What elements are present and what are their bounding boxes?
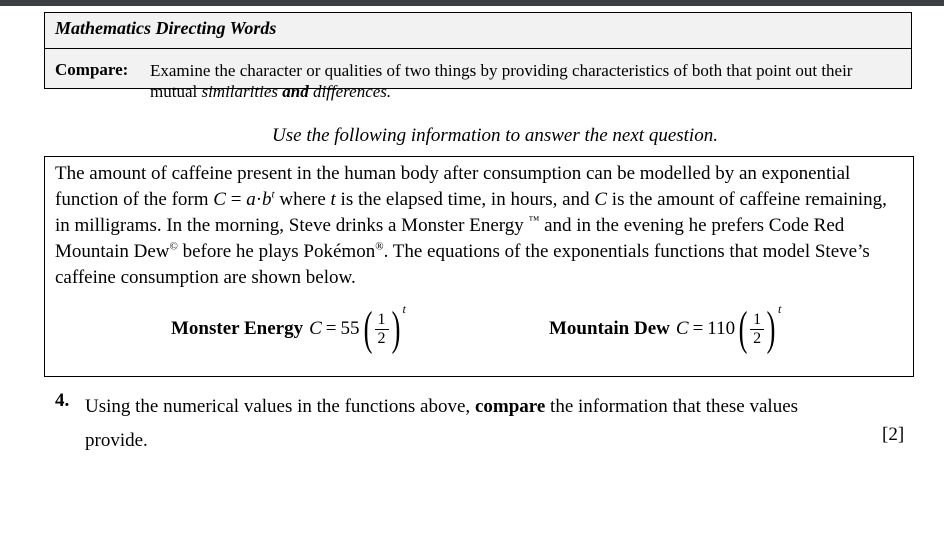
- formula-exponent-t: t: [271, 188, 275, 201]
- registered-symbol: ®: [375, 240, 384, 253]
- question-text-b: the information that these values provide.: [85, 396, 799, 451]
- equation-variable: C: [675, 318, 689, 339]
- definition-and: and: [282, 82, 309, 101]
- directing-definition: [150, 60, 890, 102]
- equation-equals: =: [692, 318, 704, 339]
- formula-dot: ·: [255, 189, 263, 210]
- equation-equals: =: [325, 318, 337, 339]
- equation-exponent: t: [402, 301, 406, 316]
- right-paren: ): [391, 302, 400, 355]
- equation-coefficient: 110: [707, 318, 736, 339]
- instruction-text: Use the following information to answer the next question.: [272, 125, 718, 146]
- equation-base: [360, 302, 404, 355]
- fraction: [750, 311, 764, 348]
- var-c: C: [594, 189, 608, 210]
- fraction: [375, 311, 389, 348]
- formula-equals: =: [225, 189, 247, 210]
- question-directing-word: compare: [474, 396, 546, 417]
- information-box: [44, 156, 914, 377]
- directing-words-divider: [45, 48, 911, 49]
- equation-label: Mountain Dew: [549, 318, 670, 339]
- info-text-3: and in the evening he prefers Code Red Mountain Dew: [55, 215, 845, 262]
- left-paren: (: [363, 302, 372, 355]
- directing-words-box: [44, 12, 912, 101]
- equation-exponent: t: [778, 301, 782, 316]
- equation-label: Monster Energy: [171, 318, 304, 339]
- equation-monster-energy: [171, 298, 406, 360]
- definition-similarities: similarities: [201, 82, 278, 101]
- equation-coefficient: 55: [340, 318, 360, 339]
- trademark-symbol: ™: [528, 214, 540, 227]
- information-paragraph: [55, 161, 905, 291]
- info-text-2b: is the elapsed time, in hours, and: [335, 189, 595, 210]
- info-text-1: The amount of caffeine present in the human body after consumption can be modelled by an exponential function of the form: [55, 163, 851, 210]
- right-paren: ): [766, 302, 776, 355]
- directing-words-title: Mathematics Directing Words: [55, 18, 277, 38]
- definition-text: Examine the character or qualities of two things by providing characteristics of both that point out their mutual: [150, 61, 853, 101]
- fraction-numerator: 1: [750, 311, 764, 330]
- equation-mountain-dew: [549, 298, 781, 360]
- info-text-4: before he plays Pokémon: [177, 241, 376, 262]
- var-t: t: [330, 189, 336, 210]
- info-text-2a: where: [274, 189, 331, 210]
- question-text: [85, 390, 865, 458]
- definition-differences: differences.: [312, 82, 392, 101]
- question-text-a: Using the numerical values in the functions above,: [85, 396, 475, 417]
- fraction-denominator: 2: [377, 329, 386, 347]
- directing-term: Compare:: [55, 60, 129, 79]
- fraction-numerator: 1: [375, 311, 389, 330]
- window-top-bar: [0, 0, 944, 6]
- fraction-denominator: 2: [753, 329, 762, 347]
- question-marks: [2]: [882, 424, 905, 445]
- info-text-5: . The equations of the exponentials functions that model Steve’s caffeine consumption are shown below.: [55, 241, 870, 288]
- formula-c: C: [213, 189, 226, 210]
- info-text-2c: is the amount of caffeine remaining, in milligrams. In the morning, Steve drinks a Monster Energy: [55, 189, 887, 236]
- formula-a: a: [246, 189, 256, 210]
- equation-base: [735, 302, 779, 355]
- copyright-symbol: ©: [169, 240, 178, 253]
- formula-b: b: [262, 189, 272, 210]
- left-paren: (: [738, 302, 748, 355]
- equation-variable: C: [309, 318, 322, 339]
- question-number: 4.: [55, 390, 70, 411]
